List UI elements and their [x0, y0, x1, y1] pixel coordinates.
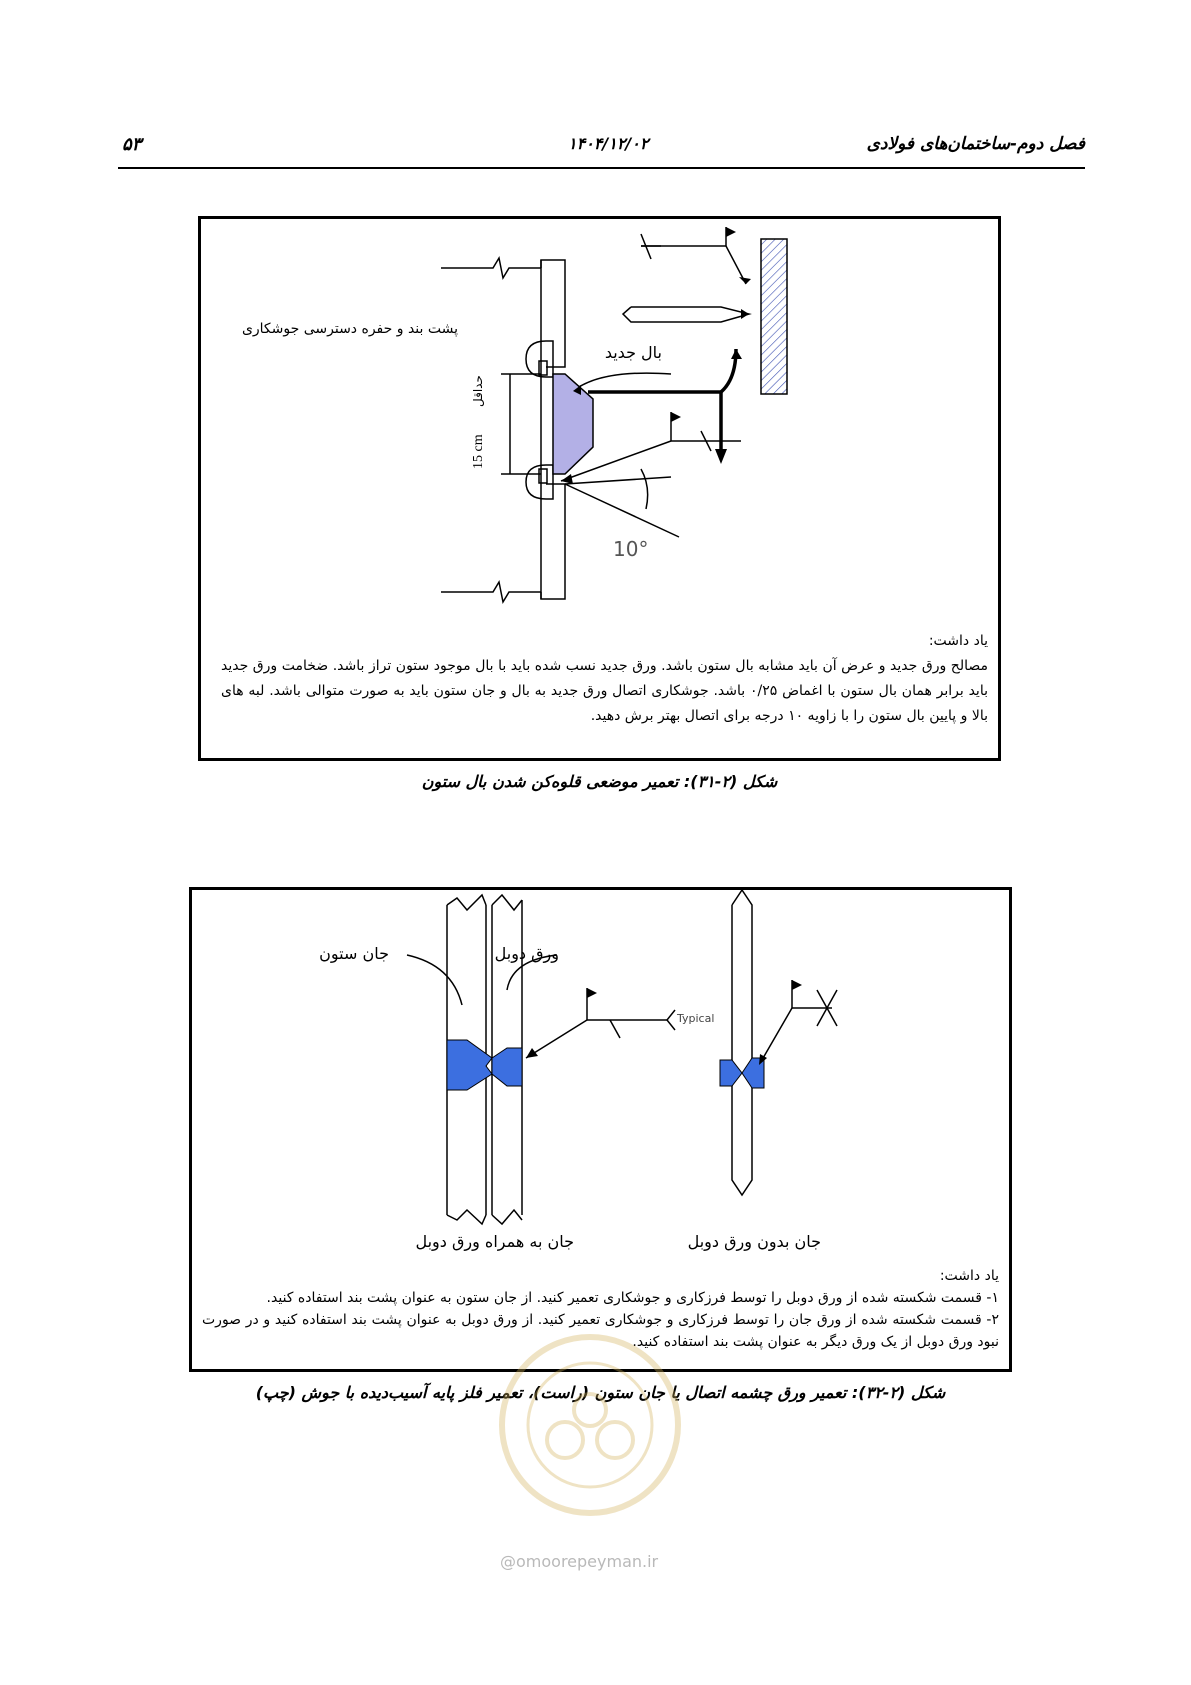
label-doubler-plate: ورق دوبل [494, 944, 559, 963]
note-title: یاد داشت: [939, 1268, 999, 1284]
figure-32-box [189, 887, 1012, 1372]
page-header [118, 130, 1085, 170]
note-line-2: ۲- قسمت شکسته شده از ورق جان را توسط فرزکاری و جوشکاری تعمیر کنید. از ورق دوبل به عنوان پشت بند استفاده کنید و در صورت نبود ورق دوبل از یک ورق دیگر به عنوان پشت بند استفاده کنید. [202, 1312, 999, 1350]
label-dimension: 15 cm [471, 434, 486, 469]
watermark-site: @omoorepeyman.ir [500, 1552, 659, 1571]
column-flange-bottom [541, 484, 565, 599]
header-divider [118, 167, 1085, 169]
leader-new-flange [573, 373, 671, 391]
watermark-seal-icon [495, 1330, 685, 1520]
chapter-title: فصل دوم-ساختمان‌های فولادی [866, 134, 1085, 154]
single-web-plate [732, 890, 752, 1195]
label-angle: 10° [613, 537, 649, 561]
new-flange-weld [553, 374, 593, 474]
note-line-1: ۱- قسمت شکسته شده از ورق دوبل را توسط فرزکاری و جوشکاری تعمیر کنید. از جان ستون به عنوان پشت بند استفاده کنید. [266, 1290, 999, 1306]
web-weld [720, 1060, 742, 1086]
figure-31-note [221, 629, 988, 729]
hatched-plate [761, 239, 787, 394]
header-date: ۱۴۰۴/۱۲/۰۲ [568, 134, 649, 153]
bottom-break-line [441, 582, 541, 602]
label-new-flange: بال جدید [604, 343, 662, 362]
figure-32-caption: شکل (۲-۳۲): تعمیر ورق چشمه اتصال یا جان ستون (راست)، تعمیر فلز پایه آسیب‌دیده با جوش (چپ) [255, 1383, 946, 1402]
doubler-weld-right [492, 1048, 522, 1086]
backing-bar-top [539, 361, 547, 375]
note-title: یاد داشت: [928, 633, 988, 649]
label-minimum: حداقل [471, 375, 485, 407]
backing-bar-bottom [539, 469, 547, 483]
top-break-line [441, 258, 541, 278]
page-number: ۵۳ [122, 134, 142, 155]
label-web-without-doubler: جان بدون ورق دوبل [687, 1232, 821, 1251]
note-text: مصالح ورق جدید و عرض آن باید مشابه بال ستون باشد. ورق جدید نسب شده باید با بال موجود ستون تراز باشد. ضخامت ورق جدید باید برابر همان بال ستون با اغماض ۰/۲۵ باشد. جوشکاری اتصال ورق جدید به بال و جان ستون باید به صورت متوالی باشد. لبه های بالا و پایین بال ستون را با زاویه ۱۰ درجه برای اتصال بهتر برش دهید. [221, 658, 988, 724]
figure-31-box [198, 216, 1001, 761]
label-column-web: جان ستون [319, 944, 389, 963]
label-typical: Typical [677, 1012, 715, 1025]
figure-31-caption: شکل (۲-۳۱): تعمیر موضعی قلوه‌کن شدن بال ستون [421, 772, 778, 791]
label-backing-access-hole: پشت بند و حفره دسترسی جوشکاری [241, 321, 458, 337]
label-web-with-doubler: جان به همراه ورق دوبل [415, 1232, 574, 1251]
